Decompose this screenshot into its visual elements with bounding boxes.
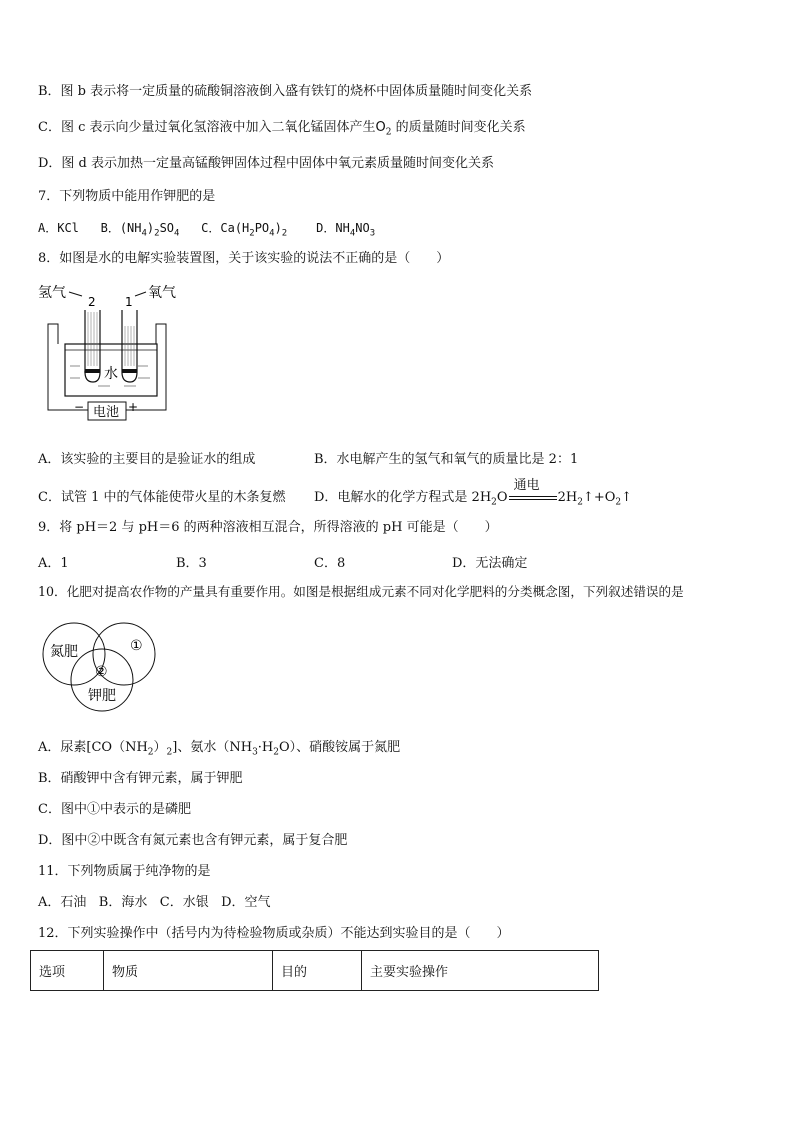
condition-label: 通电 bbox=[513, 478, 540, 493]
q11-option-b: B．海水 bbox=[98, 895, 148, 910]
tube-1-label: 1 bbox=[125, 295, 133, 309]
q9-option-d: D．无法确定 bbox=[452, 556, 528, 571]
hydrogen-label: 氢气 bbox=[38, 285, 66, 301]
hydrogen-pointer bbox=[69, 292, 82, 296]
q10-option-b: B．硝酸钾中含有钾元素，属于钾肥 bbox=[38, 771, 243, 786]
q8-option-a: A．该实验的主要目的是验证水的组成 bbox=[38, 452, 256, 467]
q6-option-b: B．图 b 表示将一定质量的硫酸铜溶液倒入盛有铁钉的烧杯中固体质量随时间变化关系 bbox=[38, 84, 533, 99]
q12-table bbox=[30, 950, 599, 991]
battery-minus: − bbox=[74, 400, 85, 414]
fertilizer-venn-figure bbox=[40, 620, 164, 712]
water-label: 水 bbox=[104, 366, 118, 382]
electrolysis-apparatus-figure bbox=[38, 282, 188, 430]
q10-option-d: D．图中②中既含有氮元素也含有钾元素，属于复合肥 bbox=[38, 833, 348, 848]
q12-stem: 12．下列实验操作中（括号内为待检验物质或杂质）不能达到实验目的是（ ） bbox=[38, 926, 510, 941]
battery-plus: + bbox=[128, 400, 139, 414]
q7-option-d: D．$NH_4NO_3$ bbox=[316, 221, 376, 239]
battery-label: 电池 bbox=[93, 405, 120, 420]
tube-2-label: 2 bbox=[88, 295, 96, 309]
q8-option-b: B．水电解产生的氢气和氧气的质量比是 2：1 bbox=[314, 452, 579, 467]
q9-stem: 9．将 pH＝2 与 pH＝6 的两种溶液相互混合，所得溶液的 pH 可能是（ ） bbox=[38, 520, 498, 535]
q8-option-c: C．试管 1 中的气体能使带火星的木条复燃 bbox=[38, 490, 286, 505]
region-2-label: ② bbox=[95, 664, 108, 680]
q6-option-d: D．图 d 表示加热一定量高锰酸钾固体过程中固体中氧元素质量随时间变化关系 bbox=[38, 156, 495, 171]
table-header-cell: 主要实验操作 bbox=[362, 951, 599, 991]
q8-option-d: D．电解水的化学方程式是 $2H_2O$ 通电 $2H_2↑+O_2↑$ bbox=[314, 486, 632, 508]
q8-stem: 8．如图是水的电解实验装置图，关于该实验的说法不正确的是（ ） bbox=[38, 251, 450, 266]
q10-option-c: C．图中①中表示的是磷肥 bbox=[38, 802, 191, 817]
oxygen-pointer bbox=[135, 292, 146, 296]
q11-stem: 11．下列物质属于纯净物的是 bbox=[38, 864, 211, 879]
q9-option-a: A．1 bbox=[38, 556, 69, 571]
q10-stem: 10．化肥对提高农作物的产量具有重要作用。如图是根据组成元素不同对化学肥料的分类概念图，下列叙述错误的是 bbox=[38, 584, 684, 599]
condition-equals bbox=[509, 496, 557, 500]
q7-option-c: C．$Ca(H_2PO_4)_2$ bbox=[201, 221, 288, 239]
electrode-left bbox=[85, 369, 100, 373]
oxygen-label: 氧气 bbox=[148, 285, 176, 301]
q11-option-c: C．水银 bbox=[159, 895, 209, 910]
region-1-label: ① bbox=[130, 638, 143, 654]
q11-options bbox=[38, 895, 271, 911]
q7-stem: 7．下列物质中能用作钾肥的是 bbox=[38, 189, 216, 204]
table-header-cell: 目的 bbox=[273, 951, 362, 991]
potassium-label: 钾肥 bbox=[88, 688, 116, 704]
q11-option-a: A．石油 bbox=[38, 895, 87, 910]
nitrogen-label: 氮肥 bbox=[50, 644, 78, 660]
table-header-cell: 选项 bbox=[31, 951, 104, 991]
q7-option-b: B．$(NH_4)_2SO_4$ bbox=[100, 221, 180, 239]
q7-option-a: A．KCl bbox=[38, 221, 79, 235]
q10-option-a: A．尿素$[CO(NH_2)_2]$、氨水$(NH_3\cdot H_2O)$、硝酸铵属于氮肥 bbox=[38, 740, 401, 758]
q6-option-c: C．图 c 表示向少量过氧化氢溶液中加入二氧化锰固体产生$O_2$ 的质量随时间变化关系 bbox=[38, 120, 526, 138]
wire-right bbox=[146, 324, 166, 410]
q9-option-c: C．8 bbox=[314, 556, 346, 571]
table-header-row bbox=[31, 951, 599, 991]
q11-option-d: D．空气 bbox=[221, 895, 271, 910]
table-header-cell: 物质 bbox=[104, 951, 273, 991]
electrode-right bbox=[122, 369, 137, 373]
q9-option-b: B．3 bbox=[176, 556, 207, 571]
q7-options bbox=[38, 220, 375, 241]
